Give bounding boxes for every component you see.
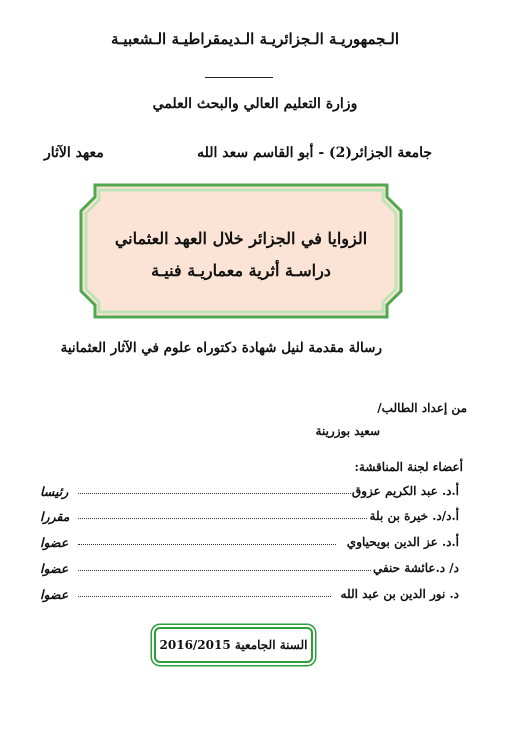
dotted-leader	[78, 493, 351, 494]
dotted-leader	[78, 596, 331, 597]
title-frame	[79, 183, 403, 319]
student-name: سعيد بوزرينة	[315, 424, 380, 438]
ministry-heading: وزارة التعليم العالي والبحث العلمي	[152, 96, 358, 112]
thesis-title: الزوايا في الجزائر خلال العهد العثماني	[114, 229, 368, 248]
thesis-statement: رسالة مقدمة لنيل شهادة دكتوراه علوم في الآثار العثمانية	[60, 340, 382, 356]
jury-member-name: أ.د. عز الدين بويحياوي	[346, 535, 459, 549]
jury-member-name: أ.د. عبد الكريم عزوق	[351, 484, 459, 498]
jury-row	[40, 509, 459, 527]
jury-row	[40, 484, 459, 502]
dotted-leader	[78, 544, 336, 545]
jury-member-role: عضوا	[40, 587, 69, 602]
jury-member-role: عضوا	[40, 535, 69, 550]
thesis-subtitle: دراسـة أثرية معماريـة فنيـة	[151, 261, 331, 280]
academic-year: السنة الجامعية 2016/2015	[159, 638, 308, 652]
jury-member-role: عضوا	[40, 561, 69, 576]
jury-member-role: مقررا	[40, 509, 70, 524]
academic-year-box	[154, 627, 313, 663]
student-label: من إعداد الطالب/	[377, 401, 467, 415]
jury-row	[40, 561, 459, 579]
jury-member-role: رئيسا	[40, 484, 69, 499]
institute-name: معهد الآثار	[44, 145, 104, 161]
jury-member-name: أ.د/د. خيرة بن بلة	[369, 509, 459, 523]
jury-label: أعضاء لجنة المناقشة:	[354, 460, 463, 474]
jury-member-name: د/ د.عائشة حنفي	[372, 561, 459, 575]
university-name: جامعة الجزائر(2) - أبو القاسم سعد الله	[197, 145, 432, 161]
header-divider	[205, 77, 273, 78]
jury-member-name: د. نور الدين بن عبد الله	[340, 587, 459, 601]
jury-row	[40, 587, 459, 605]
decorative-frame-border	[79, 183, 403, 319]
republic-heading: الـجمهوريـة الـجزائريـة الـديمقراطيـة الـشعبيـة	[110, 30, 400, 48]
jury-row	[40, 535, 459, 553]
dotted-leader	[78, 518, 367, 519]
dotted-leader	[78, 570, 371, 571]
